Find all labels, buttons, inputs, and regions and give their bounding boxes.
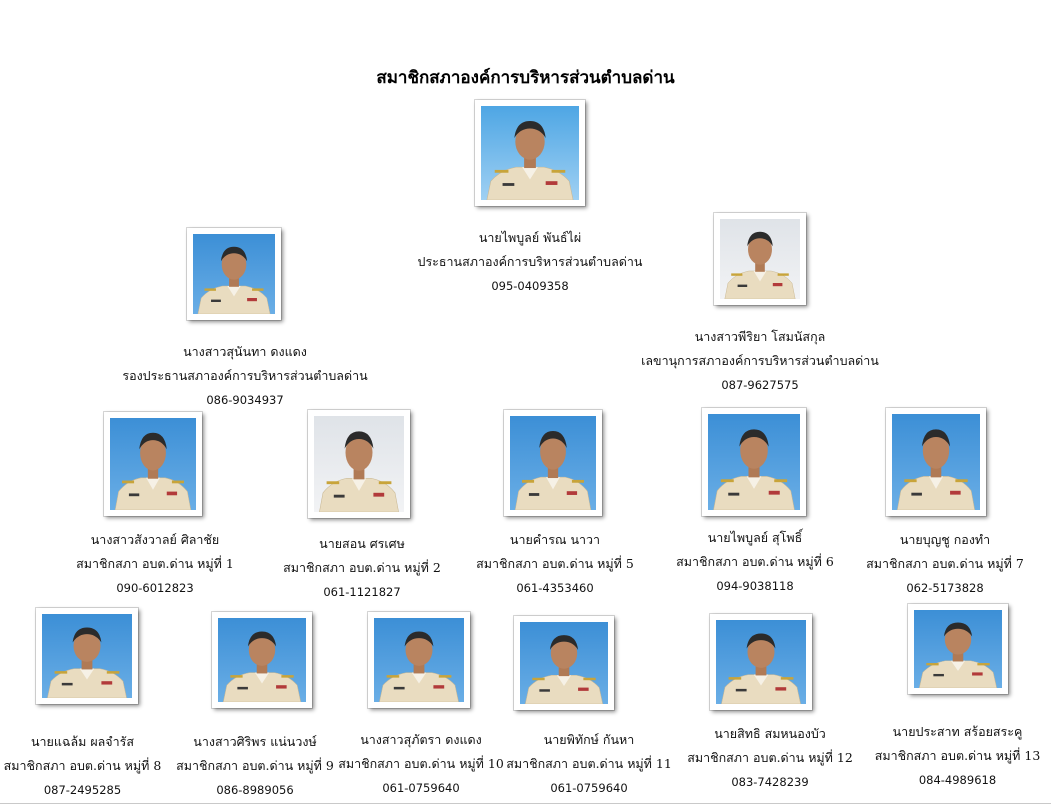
member-caption [0,730,165,802]
member-name: นายคำรณ นาวา [509,532,601,547]
portrait-image [218,618,306,702]
member-phone: 087-2495285 [43,783,122,797]
member-phone: 061-1121827 [323,585,401,599]
member-photo [514,616,614,710]
portrait-image [314,416,404,512]
member-photo [710,614,812,710]
portrait-image [520,622,608,704]
member-caption [365,226,695,298]
member-photo [504,410,602,516]
member-role: สมาชิกสภา อบต.ด่าน หมู่ที่ 8 [3,758,162,773]
member-phone: 061-0759640 [550,781,628,795]
member-name: นายไพบูลย์ สุโพธิ์ [707,530,803,545]
member-role: สมาชิกสภา อบต.ด่าน หมู่ที่ 12 [687,750,853,765]
portrait-silhouette [42,614,132,698]
portrait-silhouette [716,620,806,704]
portrait-image [42,614,132,698]
member-caption [505,728,673,800]
member-name: นางสาวสุนันทา ดงแดง [183,344,307,359]
portrait-image [110,418,196,510]
member-role: สมาชิกสภา อบต.ด่าน หมู่ที่ 2 [283,560,441,575]
portrait-silhouette [193,234,275,314]
member-role: สมาชิกสภา อบต.ด่าน หมู่ที่ 1 [76,556,234,571]
member-phone: 084-4989618 [918,773,997,787]
member-role: รองประธานสภาองค์การบริหารส่วนตำบลด่าน [122,368,368,383]
portrait-image [193,234,275,314]
member-name: นางสาวสุภัตรา ดงแดง [360,732,482,747]
portrait-silhouette [520,622,608,704]
portrait-image [716,620,806,704]
page-title: สมาชิกสภาองค์การบริหารส่วนตำบลด่าน [376,68,675,88]
member-name: นายสิทธิ สมหนองบัว [714,726,826,741]
portrait-image [892,414,980,510]
member-phone: 086-9034937 [206,393,284,407]
member-name: นายไพบูลย์ พันธ์ไผ่ [478,230,582,245]
member-name: นางสาวศิริพร แน่นวงษ์ [193,734,317,749]
member-photo [187,228,281,320]
member-caption [845,528,1045,600]
portrait-silhouette [720,219,800,299]
member-phone: 094-9038118 [716,579,794,593]
member-photo [104,412,202,516]
member-caption [610,325,910,397]
member-photo [702,408,806,516]
member-role: สมาชิกสภา อบต.ด่าน หมู่ที่ 9 [176,758,334,773]
member-phone: 083-7428239 [731,775,809,789]
member-phone: 061-0759640 [382,781,460,795]
member-caption [100,340,390,412]
portrait-image [510,416,596,510]
member-name: นายสอน ศรเศษ [319,536,405,551]
member-role: สมาชิกสภา อบต.ด่าน หมู่ที่ 10 [338,756,504,771]
member-role: สมาชิกสภา อบต.ด่าน หมู่ที่ 13 [874,748,1041,763]
member-photo [308,410,410,518]
portrait-silhouette [892,414,980,510]
member-role: สมาชิกสภา อบต.ด่าน หมู่ที่ 7 [866,556,1024,571]
portrait-silhouette [481,106,579,200]
member-role: สมาชิกสภา อบต.ด่าน หมู่ที่ 5 [476,556,634,571]
portrait-silhouette [510,416,596,510]
member-phone: 086-8989056 [216,783,294,797]
member-role: ประธานสภาองค์การบริหารส่วนตำบลด่าน [417,254,643,269]
portrait-silhouette [110,418,196,510]
member-phone: 095-0409358 [491,279,569,293]
member-caption [870,720,1045,792]
portrait-silhouette [374,618,464,702]
member-caption [655,526,855,598]
portrait-silhouette [914,610,1002,688]
page-divider [0,803,1051,804]
member-photo [886,408,986,516]
member-photo [475,100,585,206]
portrait-image [374,618,464,702]
member-caption [262,532,462,604]
portrait-silhouette [218,618,306,702]
portrait-silhouette [708,414,800,510]
member-role: เลขานุการสภาองค์การบริหารส่วนตำบลด่าน [641,353,879,368]
member-caption [680,722,860,794]
portrait-image [481,106,579,200]
member-caption [455,528,655,600]
portrait-image [914,610,1002,688]
member-caption [332,728,510,800]
portrait-silhouette [314,416,404,512]
member-photo [36,608,138,704]
member-photo [368,612,470,708]
member-caption [55,528,255,600]
member-name: นางสาวสังวาลย์ ศิลาชัย [90,532,220,547]
member-name: นายพิทักษ์ กันหา [543,732,635,747]
portrait-image [720,219,800,299]
member-photo [714,213,806,305]
member-photo [212,612,312,708]
member-caption [165,730,345,802]
member-name: นายแฉล้ม ผลจำรัส [30,734,134,749]
member-phone: 061-4353460 [516,581,594,595]
member-name: นางสาวพีริยา โสมนัสกุล [694,329,826,344]
member-phone: 062-5173828 [906,581,984,595]
member-phone: 090-6012823 [116,581,194,595]
member-role: สมาชิกสภา อบต.ด่าน หมู่ที่ 11 [506,756,672,771]
member-phone: 087-9627575 [721,378,799,392]
member-role: สมาชิกสภา อบต.ด่าน หมู่ที่ 6 [676,554,834,569]
member-name: นายบุญชู กองทำ [899,532,991,547]
member-name: นายประสาท สร้อยสระคู [892,724,1023,739]
portrait-image [708,414,800,510]
member-photo [908,604,1008,694]
